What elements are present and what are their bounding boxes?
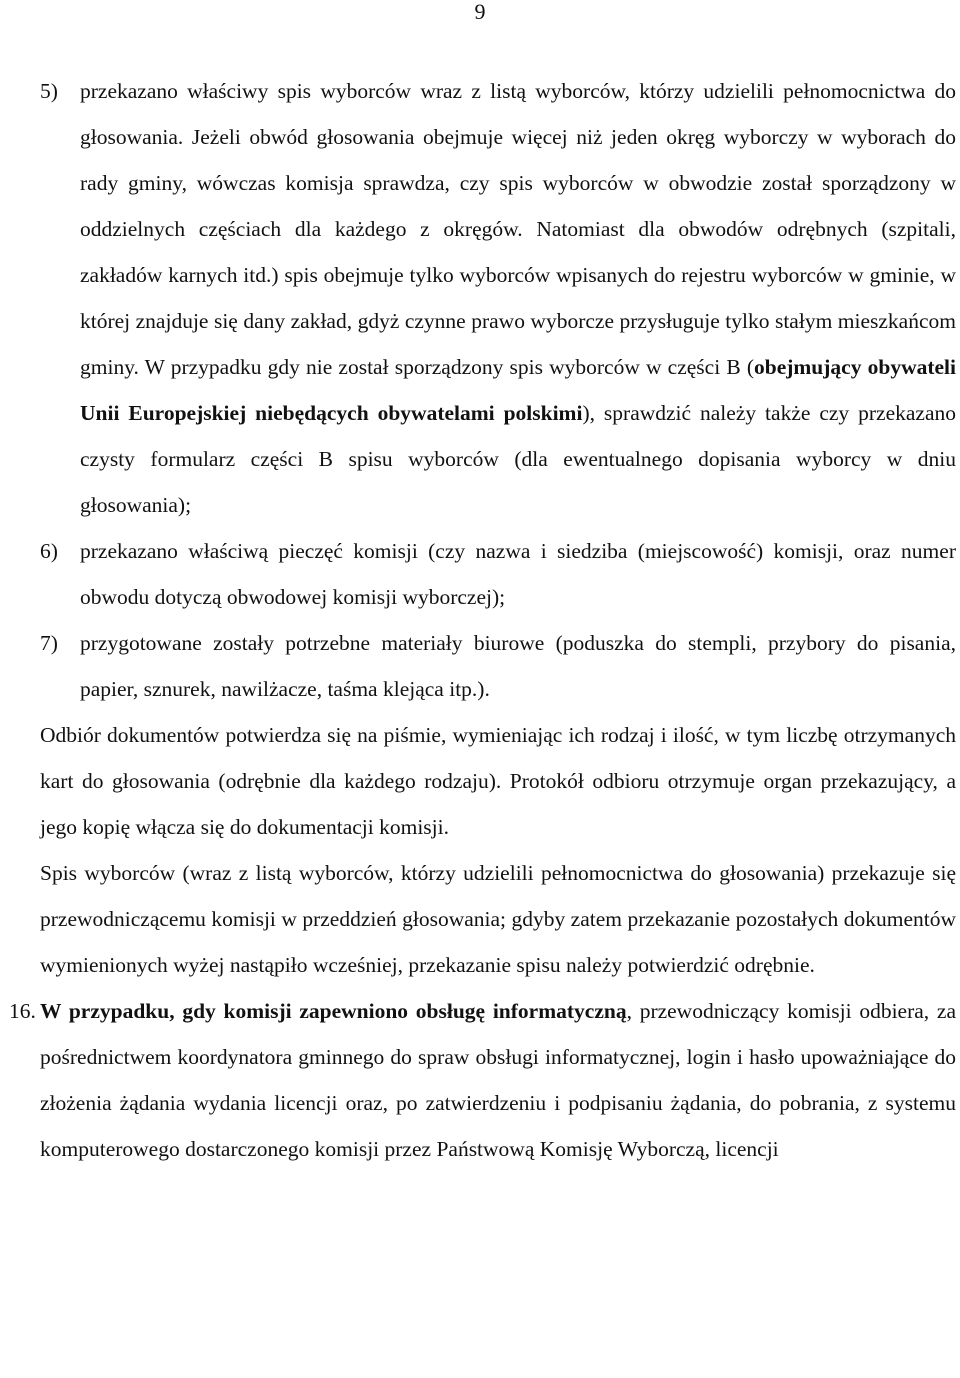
list-item-text: przekazano właściwą pieczęć komisji (czy nazwa i siedziba (miejscowość) komisji, oraz numer obwodu dotyczą obwodowej komisji wyborczej); — [80, 539, 956, 609]
list-item-text: przekazano właściwy spis wyborców wraz z listą wyborców, którzy udzielili pełnomocnictwa do głosowania. Jeżeli obwód głosowania obejmuje więcej niż jeden okręg wyborczy w wyborach do rady gminy, wówczas komisja sprawdza, czy spis wyborców w obwodzie został sporządzony w oddzielnych częściach dla każdego z okręgów. Natomiast dla obwodów odrębnych (szpitali, zakładów karnych itd.) spis obejmuje tylko wyborców wpisanych do rejestru wyborców w gminie, w której znajduje się dany zakład, gdyż czynne prawo wyborcze przysługuje tylko stałym mieszkańcom gminy. W przypadku gdy nie został sporządzony spis wyborców w części B (obejmujący obywateli Unii Europejskiej niebędących obywatelami polskimi), sprawdzić należy także czy przekazano czysty formularz części B spisu wyborców (dla ewentualnego dopisania wyborcy w dniu głosowania); — [80, 79, 956, 517]
list-item-7 — [40, 620, 956, 712]
list-item-number: 7) — [40, 631, 58, 655]
list-item-text: przygotowane zostały potrzebne materiały biurowe (poduszka do stempli, przybory do pisania, papier, sznurek, nawilżacze, taśma klejąca itp.). — [80, 631, 956, 701]
list-item-number: 5) — [40, 79, 58, 103]
list-item-number: 6) — [40, 539, 58, 563]
document-body — [9, 68, 957, 1172]
bold-phrase: W przypadku, gdy komisji zapewniono obsługę informatyczną — [40, 999, 627, 1023]
page-number: 9 — [474, 0, 486, 24]
section-number: 16. — [9, 999, 36, 1023]
list-item-6 — [40, 528, 956, 620]
section-16 — [9, 988, 957, 1172]
section-text: W przypadku, gdy komisji zapewniono obsługę informatyczną, przewodniczący komisji odbiera, za pośrednictwem koordynatora gminnego do spraw obsługi informatycznej, login i hasło upoważniające do złożenia żądania wydania licencji oraz, po zatwierdzeniu i podpisaniu żądania, do pobrania, z systemu komputerowego dostarczonego komisji przez Państwową Komisję Wyborczą, licencji — [40, 999, 957, 1161]
list-item-5 — [40, 68, 956, 528]
paragraph-receipt: Odbiór dokumentów potwierdza się na piśmie, wymieniając ich rodzaj i ilość, w tym liczbę otrzymanych kart do głosowania (odrębnie dla każdego rodzaju). Protokół odbioru otrzymuje organ przekazujący, a jego kopię włącza się do dokumentacji komisji. — [40, 723, 956, 839]
bold-phrase: obejmujący obywateli Unii Europejskiej niebędących obywatelami polskimi — [80, 355, 956, 425]
paragraph-voter-list: Spis wyborców (wraz z listą wyborców, którzy udzielili pełnomocnictwa do głosowania) przekazuje się przewodniczącemu komisji w przeddzień głosowania; gdyby zatem przekazanie pozostałych dokumentów wymienionych wyżej nastąpiło wcześniej, przekazanie spisu należy potwierdzić odrębnie. — [40, 861, 956, 977]
